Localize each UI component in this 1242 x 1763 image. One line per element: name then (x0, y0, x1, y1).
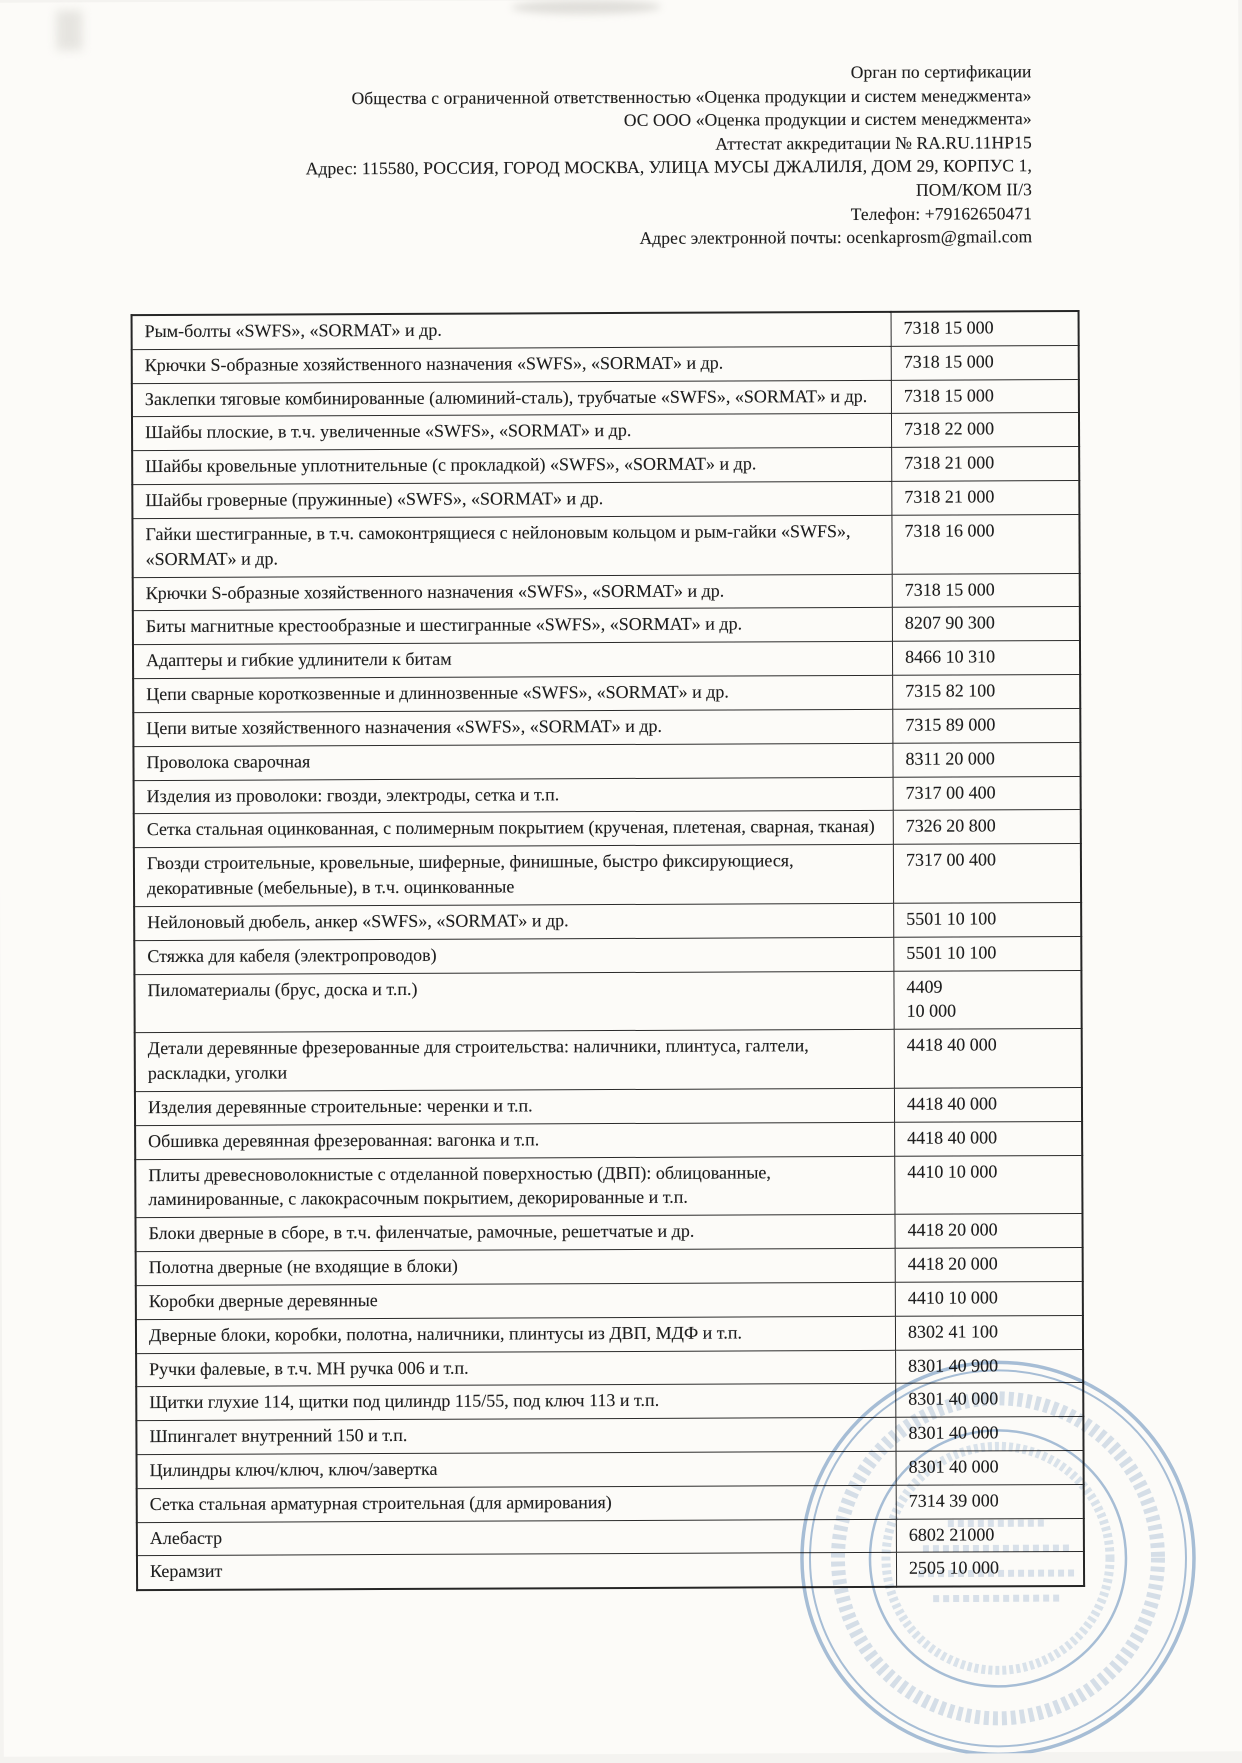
product-description: Стяжка для кабеля (электропроводов) (134, 937, 894, 974)
product-description: Алебастр (137, 1519, 897, 1556)
tnved-code: 4418 40 000 (894, 1029, 1082, 1088)
tnved-code: 4410 10 000 (895, 1281, 1083, 1316)
table-row (135, 1155, 1082, 1218)
product-description: Шайбы гроверные (пружинные) «SWFS», «SORMAT» и др. (132, 481, 892, 518)
tnved-code: 7326 20 800 (893, 810, 1081, 845)
tnved-code: 7315 82 100 (893, 675, 1081, 710)
table-row (132, 481, 1079, 519)
table-row (137, 1450, 1084, 1488)
tnved-code: 8301 40 000 (896, 1450, 1084, 1485)
tnved-code: 4418 40 000 (895, 1121, 1083, 1156)
tnved-code: 4409 10 000 (894, 970, 1082, 1029)
table-row (137, 1518, 1084, 1556)
tnved-code: 4418 40 000 (894, 1087, 1082, 1122)
product-description: Цилиндры ключ/ключ, ключ/завертка (137, 1451, 897, 1488)
table-row (137, 1552, 1084, 1590)
product-description: Блоки дверные в сборе, в т.ч. филенчатые, рамочные, решетчатые и др. (135, 1214, 895, 1251)
product-description: Изделия деревянные строительные: черенки и т.п. (135, 1088, 895, 1125)
table-row (132, 311, 1079, 349)
table-row (134, 936, 1081, 974)
tnved-code: 5501 10 100 (894, 936, 1082, 971)
product-description: Биты магнитные крестообразные и шестигранные «SWFS», «SORMAT» и др. (133, 608, 893, 645)
tnved-code: 2505 10 000 (896, 1552, 1084, 1587)
tnved-code: 7317 00 400 (893, 844, 1081, 903)
header-line: Адрес электронной почты: ocenkaprosm@gmail.com (639, 226, 1033, 249)
table-row (136, 1315, 1083, 1353)
product-description: Проволока сварочная (133, 743, 893, 780)
product-description: Пиломатериалы (брус, доска и т.п.) (134, 971, 894, 1033)
tnved-code: 7318 15 000 (891, 345, 1079, 380)
table-row (132, 447, 1079, 485)
table-row (132, 514, 1079, 577)
tnved-code: 8311 20 000 (893, 742, 1081, 777)
product-description: Цепи сварные короткозвенные и длиннозвенные «SWFS», «SORMAT» и др. (133, 675, 893, 712)
product-description: Керамзит (137, 1553, 897, 1591)
table-row (135, 1087, 1082, 1125)
tnved-code: 4418 20 000 (895, 1248, 1083, 1283)
table-row (135, 1121, 1082, 1159)
tnved-code: 8302 41 100 (895, 1315, 1083, 1350)
table-row (133, 573, 1080, 611)
product-description: Заклепки тяговые комбинированные (алюминий-сталь), трубчатые «SWFS», «SORMAT» и др. (132, 380, 892, 417)
table-row (136, 1248, 1083, 1286)
tnved-code: 4410 10 000 (895, 1155, 1083, 1214)
product-description: Шайбы плоские, в т.ч. увеличенные «SWFS», «SORMAT» и др. (132, 414, 892, 451)
tnved-code: 7318 16 000 (892, 514, 1080, 573)
product-description: Нейлоновый дюбель, анкер «SWFS», «SORMAT» и др. (134, 903, 894, 940)
header-line: Адрес: 115580, РОССИЯ, ГОРОД МОСКВА, УЛИЦА МУСЫ ДЖАЛИЛЯ, ДОМ 29, КОРПУС 1, (305, 155, 1032, 179)
table-row (132, 379, 1079, 417)
table-row (132, 345, 1079, 383)
tnved-code: 7315 89 000 (893, 708, 1081, 743)
product-table-body (132, 311, 1085, 1590)
table-row (134, 902, 1081, 940)
tnved-code: 7317 00 400 (893, 776, 1081, 811)
product-description: Адаптеры и гибкие удлинители к битам (133, 642, 893, 679)
table-row (134, 844, 1081, 907)
product-description: Крючки S-образные хозяйственного назначения «SWFS», «SORMAT» и др. (132, 346, 892, 383)
tnved-code: 8301 40 000 (896, 1383, 1084, 1418)
tnved-code: 7318 22 000 (891, 413, 1079, 448)
product-description: Изделия из проволоки: гвозди, электроды, сетка и т.п. (134, 777, 894, 814)
table-row (133, 742, 1080, 780)
scan-artifact (511, 0, 661, 14)
tnved-code: 7318 15 000 (891, 379, 1079, 414)
product-description: Обшивка деревянная фрезерованная: вагонка и т.п. (135, 1122, 895, 1159)
tnved-code: 7318 15 000 (892, 573, 1080, 608)
table-row (133, 675, 1080, 713)
tnved-code: 7318 21 000 (892, 447, 1080, 482)
tnved-code: 7314 39 000 (896, 1484, 1084, 1519)
product-description: Дверные блоки, коробки, полотна, наличники, плинтусы из ДВП, МДФ и т.п. (136, 1316, 896, 1353)
product-description: Гвозди строительные, кровельные, шиферные, финишные, быстро фиксирующиеся, декоративные (мебельные), в т.ч. оцинкованные (134, 845, 894, 907)
product-description: Плиты древесноволокнистые с отделанной поверхностью (ДВП): облицованные, ламинированные, с лакокрасочным покрытием, декорированные и т.п. (135, 1156, 895, 1218)
table-row (134, 970, 1081, 1033)
header-line: ПОМ/КОМ II/3 (915, 179, 1033, 200)
table-row (133, 641, 1080, 679)
header-line: Аттестат аккредитации № RA.RU.11НР15 (715, 131, 1032, 154)
product-description: Ручки фалевые, в т.ч. МН ручка 006 и т.п. (136, 1350, 896, 1387)
product-description: Гайки шестигранные, в т.ч. самоконтрящиеся с нейлоновым кольцом и рым-гайки «SWFS», «SORMAT» и др. (132, 515, 892, 577)
tnved-code: 8301 40 000 (896, 1417, 1084, 1452)
product-description: Крючки S-образные хозяйственного назначения «SWFS», «SORMAT» и др. (133, 574, 893, 611)
table-row (133, 708, 1080, 746)
table-row (132, 413, 1079, 451)
tnved-code: 8207 90 300 (892, 607, 1080, 642)
tnved-code: 6802 21000 (896, 1518, 1084, 1553)
tnved-code: 4418 20 000 (895, 1214, 1083, 1249)
product-description: Цепи витые хозяйственного назначения «SWFS», «SORMAT» и др. (133, 709, 893, 746)
table-row (136, 1349, 1083, 1387)
product-code-table (131, 310, 1086, 1591)
product-description: Сетка стальная оцинкованная, с полимерным покрытием (крученая, плетеная, сварная, тканая) (134, 811, 894, 848)
product-description: Полотна дверные (не входящие в блоки) (136, 1248, 896, 1285)
document-header (136, 60, 1032, 253)
tnved-code: 5501 10 100 (894, 902, 1082, 937)
table-row (135, 1029, 1082, 1092)
header-line: ОС ООО «Оценка продукции и систем менеджмента» (623, 108, 1032, 131)
table-row (136, 1417, 1083, 1455)
table-row (133, 607, 1080, 645)
product-description: Детали деревянные фрезерованные для строительства: наличники, плинтуса, галтели, раскладки, уголки (135, 1030, 895, 1092)
tnved-code: 8301 40 900 (896, 1349, 1084, 1384)
product-description: Щитки глухие 114, щитки под цилиндр 115/55, под ключ 113 и т.п. (136, 1384, 896, 1421)
product-description: Шайбы кровельные уплотнительные (с прокладкой) «SWFS», «SORMAT» и др. (132, 448, 892, 485)
table-row (136, 1281, 1083, 1319)
product-description: Рым-болты «SWFS», «SORMAT» и др. (132, 312, 892, 350)
scan-artifact (56, 10, 82, 50)
header-line: Общества с ограниченной ответственностью «Оценка продукции и систем менеджмента» (351, 84, 1032, 108)
header-line: Орган по сертификации (850, 61, 1032, 82)
product-description: Коробки дверные деревянные (136, 1282, 896, 1319)
table-row (136, 1383, 1083, 1421)
product-description: Сетка стальная арматурная строительная (для армирования) (137, 1485, 897, 1522)
product-description: Шпингалет внутренний 150 и т.п. (136, 1417, 896, 1454)
tnved-code: 7318 21 000 (892, 481, 1080, 516)
table-row (134, 776, 1081, 814)
tnved-code: 8466 10 310 (892, 641, 1080, 676)
table-row (134, 810, 1081, 848)
table-row (135, 1214, 1082, 1252)
tnved-code: 7318 15 000 (891, 311, 1079, 346)
header-line: Телефон: +79162650471 (850, 202, 1033, 224)
table-row (137, 1484, 1084, 1522)
